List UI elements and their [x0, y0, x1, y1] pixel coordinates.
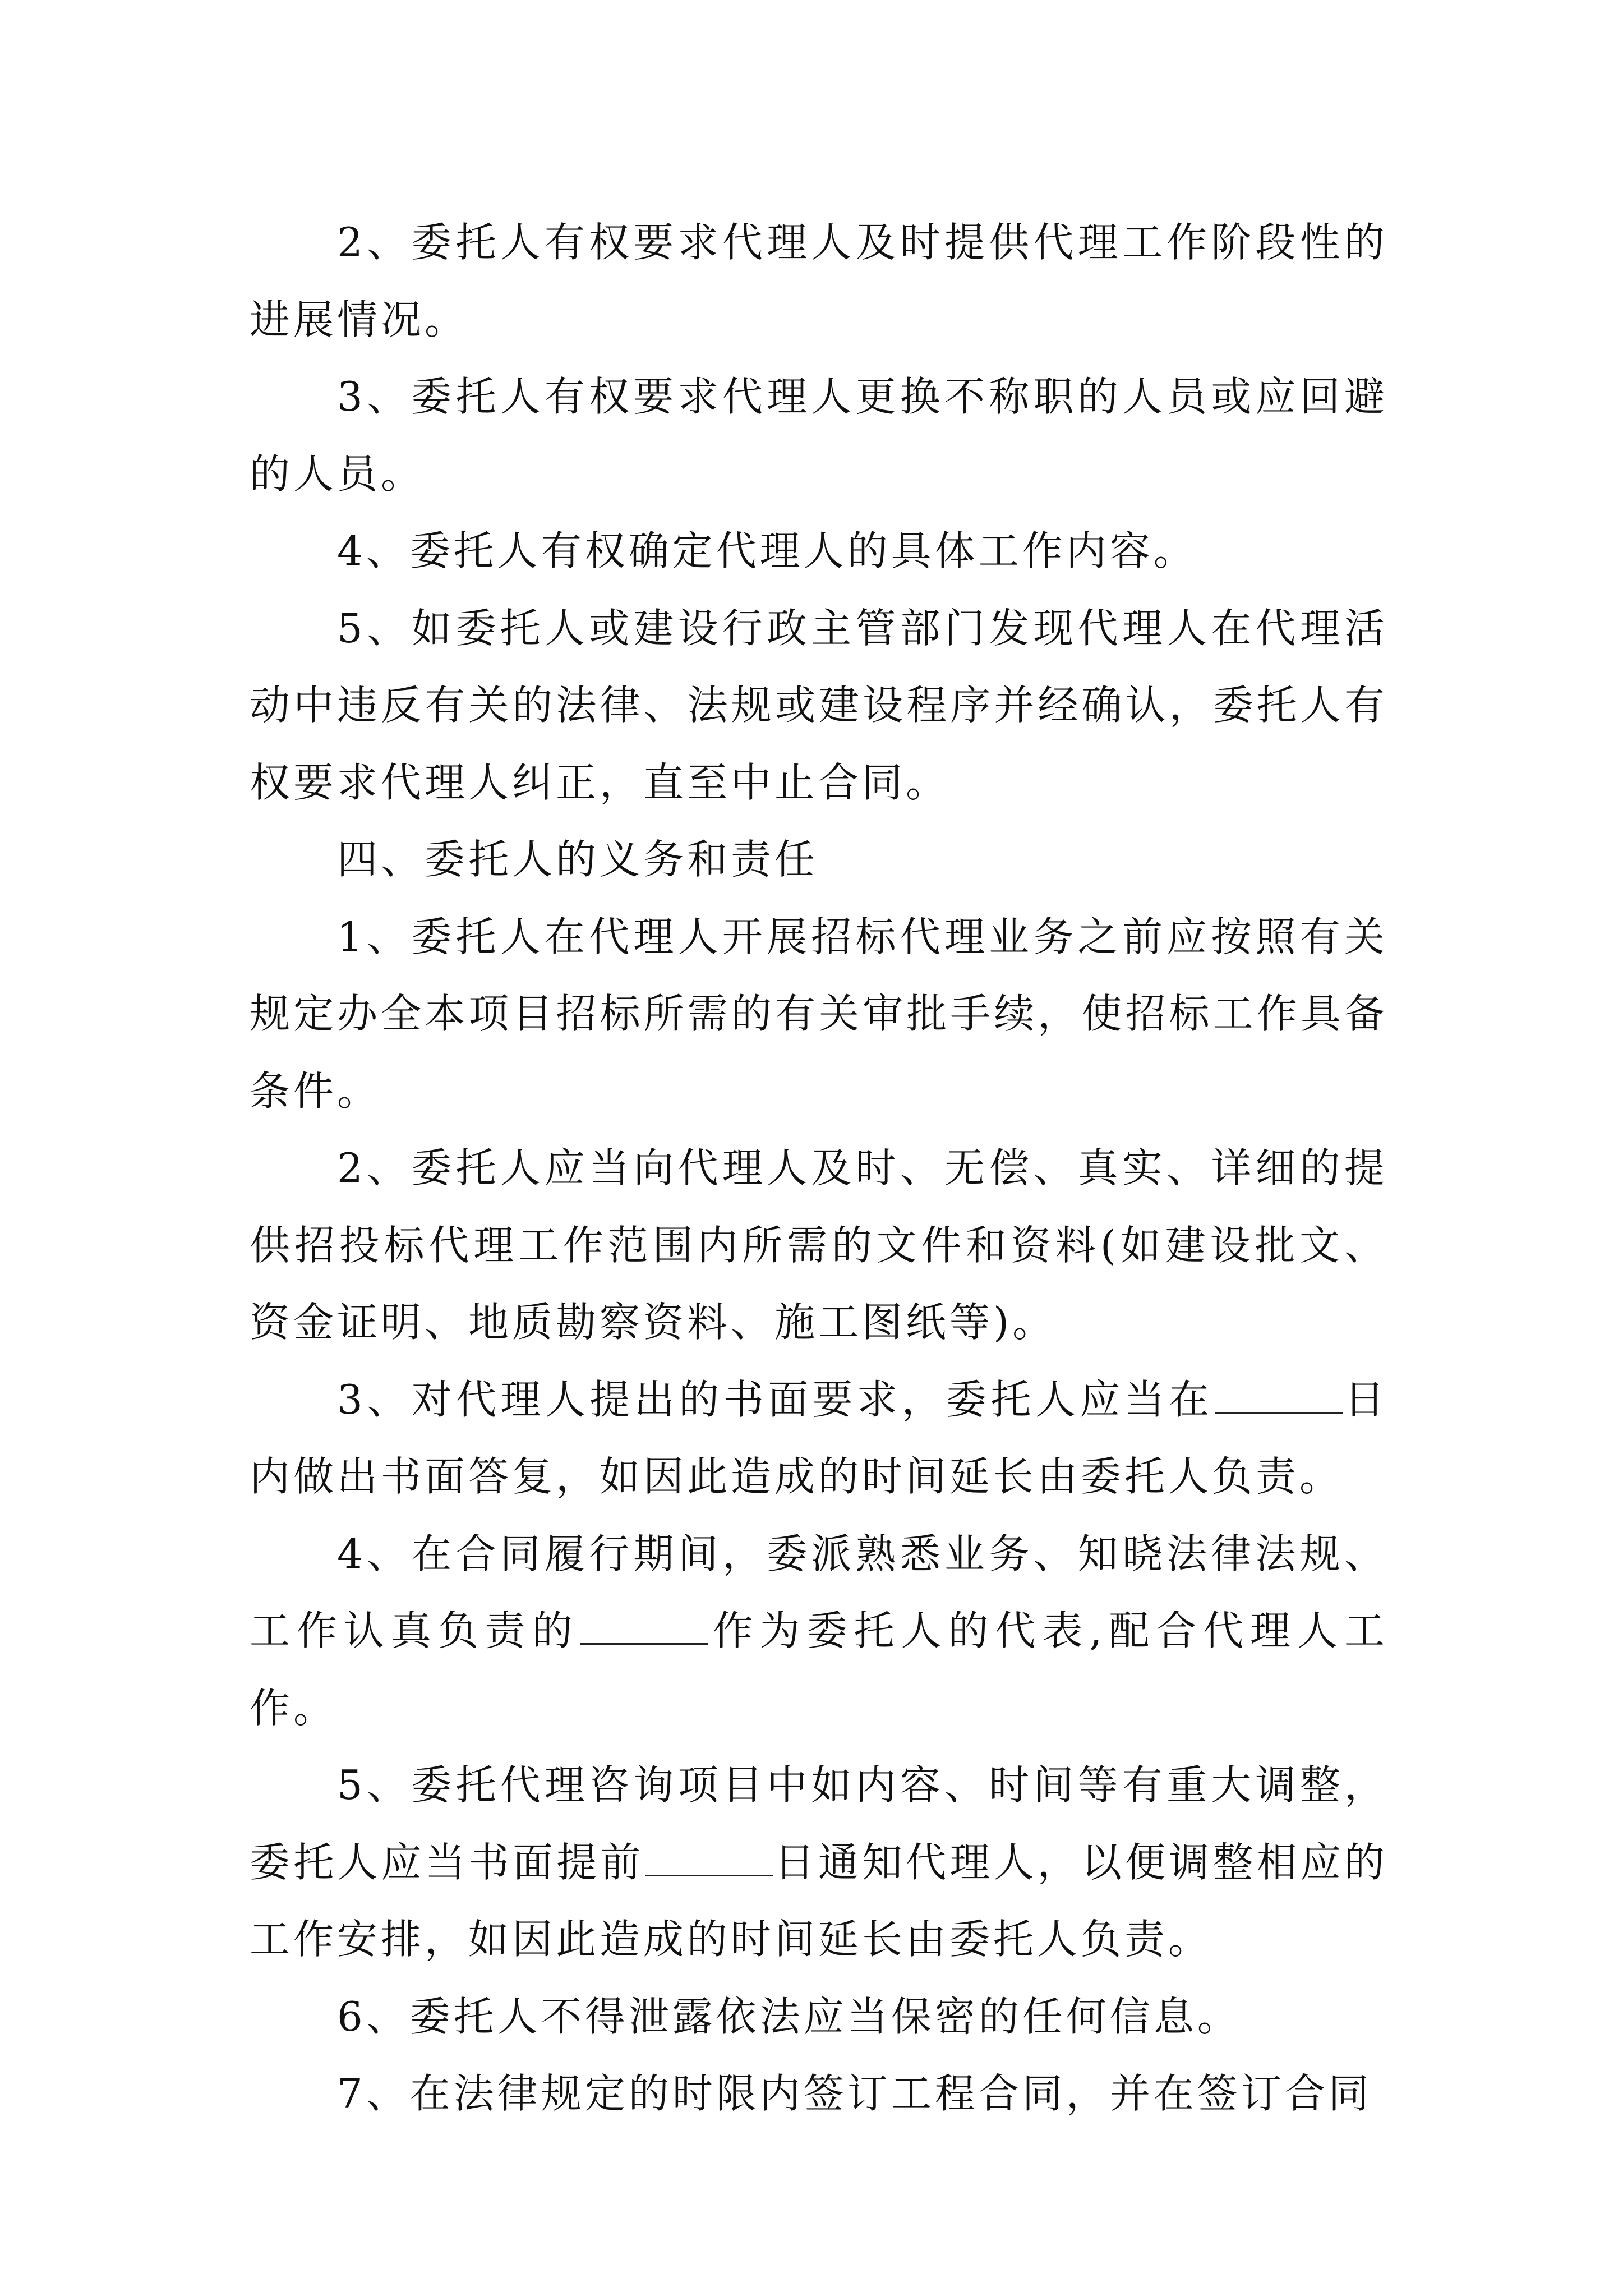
paragraph-text-before-blank: 4、在合同履行期间，委派熟悉业务、知晓法律法规、工作认真负责的	[250, 1530, 1388, 1654]
paragraph-obligation-adjustment-notice	[250, 1747, 1388, 1978]
section-heading-client-obligations: 四、委托人的义务和责任	[337, 836, 819, 883]
paragraph-text-before-blank: 3、对代理人提出的书面要求，委托人应当在	[337, 1375, 1214, 1423]
paragraph-client-right-progress: 2、委托人有权要求代理人及时提供代理工作阶段性的进展情况。	[250, 219, 1388, 343]
blank-representative-field	[580, 1609, 708, 1645]
paragraph-obligation-documents: 2、委托人应当向代理人及时、无偿、真实、详细的提供招投标代理工作范围内所需的文件和资料(如建设批文、资金证明、地质勘察资料、施工图纸等)。	[250, 1144, 1388, 1346]
document-body	[250, 204, 1388, 2133]
paragraph-obligation-representative	[250, 1516, 1388, 1747]
paragraph-obligation-confidentiality: 6、委托人不得泄露依法应当保密的任何信息。	[337, 1993, 1241, 2040]
paragraph-obligation-approval: 1、委托人在代理人开展招标代理业务之前应按照有关规定办全本项目招标所需的有关审批手续，使招标工作具备条件。	[250, 913, 1388, 1115]
paragraph-text-after-blank: 日通知代理人，以便调整相应的工作安排，如因此造成的时间延长由委托人负责。	[250, 1838, 1388, 1963]
paragraph-text-after-blank: 日内做出书面答复，如因此造成的时间延长由委托人负责。	[250, 1375, 1388, 1500]
paragraph-obligation-written-reply	[250, 1361, 1388, 1516]
paragraph-text-after-blank: 作为委托人的代表,配合代理人工作。	[250, 1607, 1388, 1732]
paragraph-obligation-sign-contract: 7、在法律规定的时限内签订工程合同，并在签订合同	[337, 2070, 1372, 2117]
paragraph-client-right-replace-staff: 3、委托人有权要求代理人更换不称职的人员或应回避的人员。	[250, 373, 1388, 498]
blank-days-field	[1215, 1378, 1343, 1414]
paragraph-text-before-blank: 5、委托代理咨询项目中如内容、时间等有重大调整，委托人应当书面提前	[250, 1761, 1388, 1886]
paragraph-client-right-work-content: 4、委托人有权确定代理人的具体工作内容。	[337, 527, 1197, 574]
blank-notice-days-field	[645, 1841, 773, 1876]
paragraph-client-right-correction: 5、如委托人或建设行政主管部门发现代理人在代理活动中违反有关的法律、法规或建设程序并经确认，委托人有权要求代理人纠正，直至中止合同。	[250, 604, 1388, 806]
